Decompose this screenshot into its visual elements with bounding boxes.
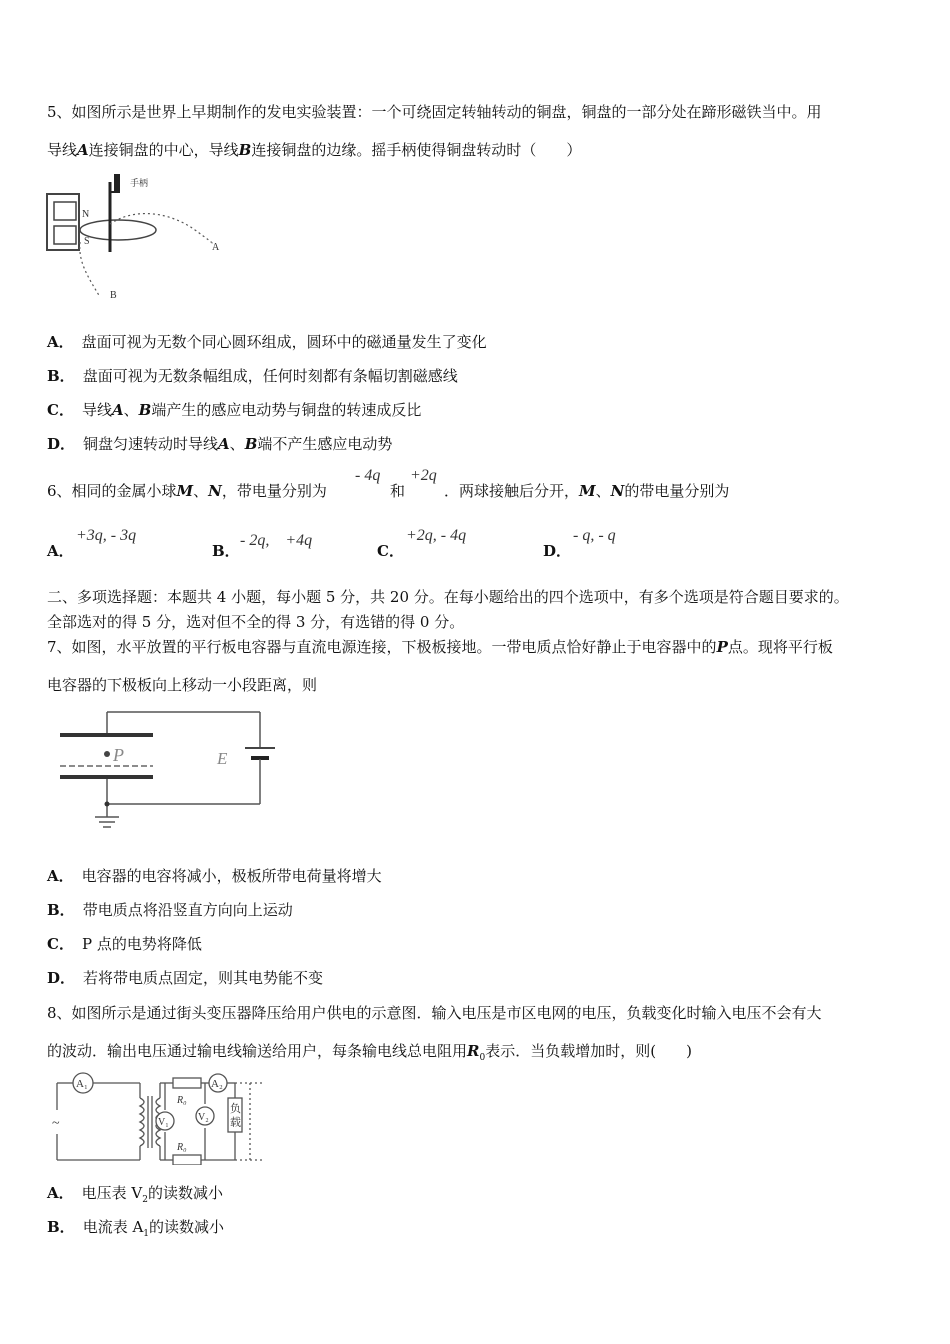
option-subscript: 1 — [143, 1229, 150, 1239]
option-text: 、 — [123, 401, 139, 419]
option-label: D． — [47, 435, 76, 453]
charged-particle-icon — [104, 751, 110, 757]
capacitor-upper-plate — [60, 733, 153, 737]
option-text: 若将带电质点固定，则其电势能不变 — [83, 969, 324, 987]
option-text: 端产生的感应电动势与铜盘的转速成反比 — [151, 401, 422, 419]
handle-icon — [114, 174, 120, 192]
option-text: 的读数减小 — [147, 1184, 223, 1202]
q6-and: 和 — [390, 482, 406, 500]
option-label: A． — [47, 333, 74, 351]
magnet-s-label: S — [84, 236, 90, 247]
option-label: B． — [47, 1218, 75, 1236]
q5-option-c[interactable] — [47, 400, 421, 420]
q5-text: 连接铜盘的边缘。摇手柄使得铜盘转动时（ ） — [251, 141, 582, 159]
option-subscript: 2 — [142, 1195, 148, 1205]
voltmeter-v1-label: V₁ — [158, 1117, 169, 1128]
option-text: B — [244, 435, 258, 453]
q6-text: 、 — [193, 482, 209, 500]
option-text: 、 — [229, 435, 245, 453]
q6-ball-n: N — [208, 482, 222, 500]
magnet-n-label: N — [82, 209, 90, 220]
option-text: 盘面可视为无数个同心圆环组成，圆环中的磁通量发生了变化 — [81, 333, 487, 351]
q6-text: 6、相同的金属小球 — [47, 482, 177, 500]
q5-stem-line1: 5、如图所示是世界上早期制作的发电实验装置：一个可绕固定转轴转动的铜盘，铜盘的一部分处在蹄形磁铁当中。用 — [47, 103, 822, 121]
q6-stem-end — [444, 481, 729, 501]
option-label: B． — [47, 901, 75, 919]
q8-resistor-subscript: 0 — [479, 1053, 486, 1063]
option-text: 的读数减小 — [149, 1218, 225, 1236]
q7-stem-line1 — [47, 637, 833, 657]
ammeter-a1-label: A₁ — [76, 1078, 88, 1090]
option-text: B — [138, 401, 152, 419]
ac-source-icon: ~ — [52, 1116, 60, 1131]
option-text: 电流表 A — [82, 1218, 144, 1236]
q5-wire-a: A — [77, 141, 89, 159]
q6-text: 、 — [595, 482, 611, 500]
q5-text: 连接铜盘的中心，导线 — [88, 141, 239, 159]
q7-option-b[interactable] — [47, 900, 293, 920]
q6-option-d-label[interactable]: D． — [543, 542, 572, 560]
q8-option-b[interactable] — [47, 1217, 224, 1244]
q6-ball-m: M — [176, 482, 194, 500]
q6-option-a-label[interactable]: A． — [47, 542, 74, 560]
q7-option-d[interactable] — [47, 968, 323, 988]
q7-option-a[interactable] — [47, 866, 382, 886]
wire-b-label: B — [110, 290, 117, 301]
point-p-label: P — [113, 745, 124, 765]
q6-charge-2: +2q — [410, 467, 437, 484]
q5-option-d[interactable] — [47, 434, 392, 454]
q7-text: 点。现将平行板 — [727, 638, 833, 656]
handle-label: 手柄 — [130, 178, 149, 188]
resistor-r0-top-label: R₀ — [177, 1095, 187, 1106]
q6-option-a-value: +3q, - 3q — [76, 527, 137, 544]
option-text: 铜盘匀速转动时导线 — [83, 435, 219, 453]
section2-header-line1: 二、多项选择题：本题共 4 小题，每小题 5 分，共 20 分。在每小题给出的四个选项中，有多个选项是符合题目要求的。 — [47, 588, 849, 606]
option-text: A — [218, 435, 230, 453]
resistor-r0-bottom-label: R₀ — [177, 1142, 187, 1153]
capacitor-lower-plate — [60, 775, 153, 779]
q5-wire-b: B — [238, 141, 252, 159]
option-label: A． — [47, 867, 74, 885]
q5-option-a[interactable] — [47, 332, 487, 352]
q6-ball-n: N — [610, 482, 625, 500]
option-text: 电容器的电容将减小，极板所带电荷量将增大 — [81, 867, 382, 885]
load-label-2: 载 — [230, 1117, 241, 1129]
wire-a-label: A — [212, 242, 220, 253]
option-text: A — [111, 401, 124, 419]
option-label: D． — [47, 969, 76, 987]
load-label-1: 负 — [230, 1103, 241, 1115]
q6-option-b-value: - 2q, +4q — [240, 532, 313, 549]
q5-text: 导线 — [47, 141, 78, 159]
q8-figure-transformer-circuit — [45, 1070, 270, 1165]
q5-option-b[interactable] — [47, 366, 458, 386]
battery-e-label: E — [217, 749, 228, 768]
q6-text: ，带电量分别为 — [221, 482, 327, 500]
q5-figure-copper-disk — [40, 172, 240, 312]
option-text: 电压表 V — [81, 1184, 143, 1202]
q8-text: 表示．当负载增加时，则( ) — [485, 1042, 692, 1060]
option-label: C． — [47, 935, 74, 953]
option-label: B． — [47, 367, 75, 385]
q6-option-d-value: - q, - q — [573, 527, 616, 544]
q8-resistor-symbol: R — [467, 1042, 480, 1060]
option-text: 导线 — [81, 401, 112, 419]
q6-charge-1: - 4q — [355, 467, 381, 484]
q6-option-b-label[interactable]: B． — [212, 542, 240, 560]
q5-stem-line2 — [47, 140, 581, 160]
q8-stem-line2 — [47, 1041, 692, 1068]
option-text: P 点的电势将降低 — [81, 935, 202, 953]
q8-option-a[interactable] — [47, 1183, 223, 1210]
q7-stem-line2: 电容器的下极板向上移动一小段距离，则 — [47, 676, 318, 694]
option-text: 盘面可视为无数条幅组成，任何时刻都有条幅切割磁感线 — [82, 367, 458, 385]
q8-stem-line1: 8、如图所示是通过街头变压器降压给用户供电的示意图．输入电压是市区电网的电压，负载变化时输入电压不会有大 — [47, 1004, 822, 1022]
option-text: 端不产生感应电动势 — [257, 435, 393, 453]
q6-text: ．两球接触后分开， — [444, 482, 580, 500]
q6-option-c-label[interactable]: C． — [377, 542, 404, 560]
q6-text: 的带电量分别为 — [624, 482, 730, 500]
ammeter-a2-label: A₂ — [211, 1078, 223, 1090]
option-text: 带电质点将沿竖直方向向上运动 — [82, 901, 293, 919]
q8-text: 的波动．输出电压通过输电线输送给用户，每条输电线总电阻用 — [47, 1042, 468, 1060]
q7-text: 7、如图，水平放置的平行板电容器与直流电源连接，下极板接地。一带电质点恰好静止于电容器中的 — [47, 638, 717, 656]
section2-header-line2: 全部选对的得 5 分，选对但不全的得 3 分，有选错的得 0 分。 — [47, 613, 465, 631]
q6-ball-m: M — [579, 482, 596, 500]
q7-point-p: P — [716, 638, 728, 656]
q7-figure-capacitor-circuit — [55, 702, 285, 837]
q6-stem — [47, 481, 327, 501]
option-label: C． — [47, 401, 74, 419]
q6-option-c-value: +2q, - 4q — [406, 527, 467, 544]
voltmeter-v2-label: V₂ — [198, 1112, 209, 1123]
option-label: A． — [47, 1184, 74, 1202]
q7-option-c[interactable] — [47, 934, 202, 954]
